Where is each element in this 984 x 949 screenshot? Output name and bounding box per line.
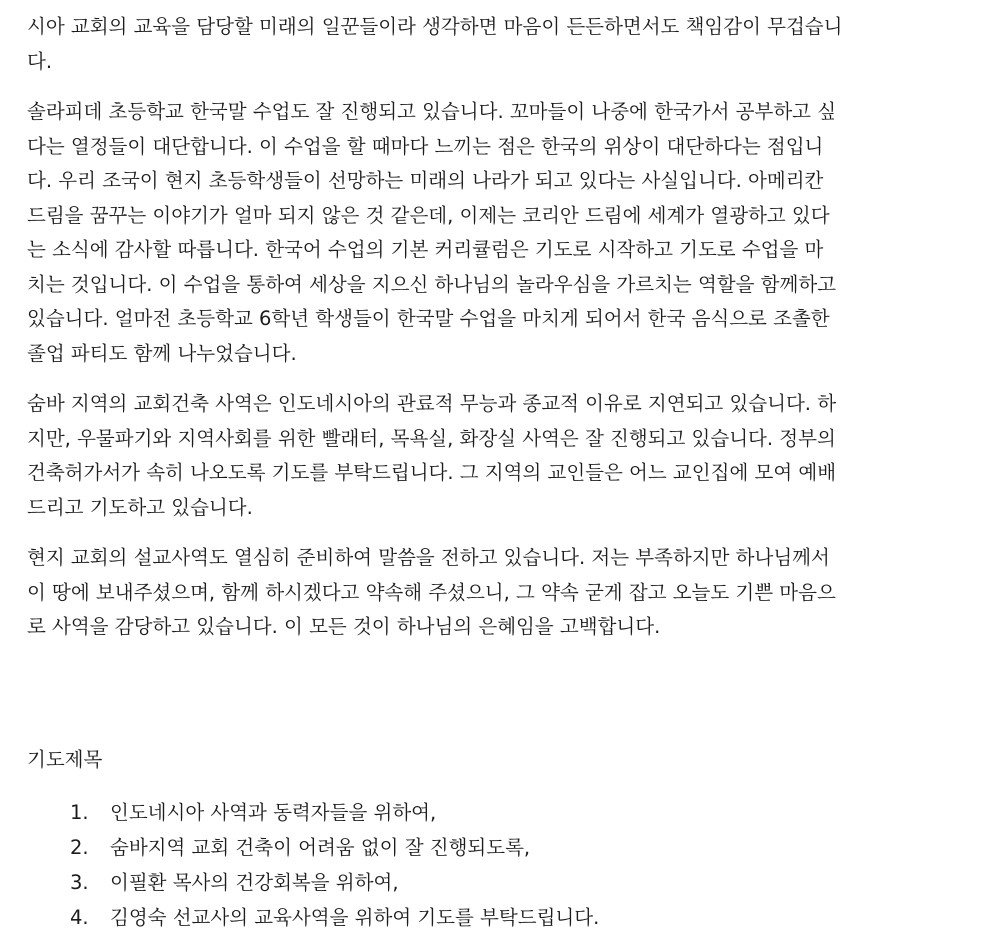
text-line: 이 땅에 보내주셨으며, 함께 하시겠다고 약속해 주셨으니, 그 약속 굳게 잡고 오늘도 기쁜 마음으 [27, 580, 836, 604]
text-line: 드리고 기도하고 있습니다. [27, 495, 253, 519]
prayer-item-text: 이필환 목사의 건강회복을 위하여, [110, 871, 399, 894]
text-line: 드림을 꿈꾸는 이야기가 얼마 되지 않은 것 같은데, 이제는 코리안 드림에 세계가 열광하고 있다 [27, 203, 830, 227]
prayer-item-text: 김영숙 선교사의 교육사역을 위하여 기도를 부탁드립니다. [110, 906, 600, 929]
text-line: 있습니다. 얼마전 초등학교 6학년 학생들이 한국말 수업을 마치게 되어서 한국 음식으로 조촐한 [27, 307, 830, 330]
prayer-item-number: 3. [70, 871, 89, 894]
text-line: 솔라피데 초등학교 한국말 수업도 잘 진행되고 있습니다. 꼬마들이 나중에 한국가서 공부하고 싶 [27, 100, 837, 123]
paragraph-preaching [27, 541, 965, 645]
prayer-requests-list [70, 795, 599, 935]
prayer-item [70, 900, 599, 935]
letter-body [27, 10, 965, 661]
prayer-item [70, 795, 599, 830]
prayer-item [70, 865, 599, 900]
text-line: 다는 열정들이 대단합니다. 이 수업을 할 때마다 느끼는 점은 한국의 위상이 대단하다는 점입니 [27, 134, 824, 158]
paragraph-korean-class [27, 95, 965, 371]
text-line: 치는 것입니다. 이 수업을 통하여 세상을 지으신 하나님의 놀라우심을 가르치는 역할을 함께하고 [27, 272, 837, 296]
paragraph-sumba-church [27, 387, 965, 525]
prayer-requests-heading: 기도제목 [27, 748, 103, 771]
text-line: 로 사역을 감당하고 있습니다. 이 모든 것이 하나님의 은혜임을 고백합니다. [27, 615, 661, 638]
text-line: 시아 교회의 교육을 담당할 미래의 일꾼들이라 생각하면 마음이 든든하면서도 책임감이 무겁습니 [27, 15, 843, 38]
paragraph-education-conclusion [27, 10, 965, 79]
text-line: 다. [27, 49, 53, 73]
prayer-item [70, 830, 599, 865]
prayer-item-number: 4. [70, 906, 89, 929]
text-line: 지만, 우물파기와 지역사회를 위한 빨래터, 목욕실, 화장실 사역은 잘 진행되고 있습니다. 정부의 [27, 426, 836, 450]
text-line: 건축허가서가 속히 나오도록 기도를 부탁드립니다. 그 지역의 교인들은 어느 교인집에 모여 예배 [27, 461, 837, 484]
text-line: 숨바 지역의 교회건축 사역은 인도네시아의 관료적 무능과 종교적 이유로 지연되고 있습니다. 하 [27, 392, 837, 415]
text-line: 졸업 파티도 함께 나누었습니다. [27, 341, 297, 365]
prayer-item-text: 인도네시아 사역과 동력자들을 위하여, [110, 801, 437, 824]
prayer-item-number: 2. [70, 836, 89, 859]
text-line: 현지 교회의 설교사역도 열심히 준비하여 말씀을 전하고 있습니다. 저는 부족하지만 하나님께서 [27, 546, 830, 569]
text-line: 는 소식에 감사할 따릅니다. 한국어 수업의 기본 커리큘럼은 기도로 시작하고 기도로 수업을 마 [27, 238, 824, 261]
prayer-item-text: 숨바지역 교회 건축이 어려움 없이 잘 진행되도록, [110, 836, 531, 859]
prayer-item-number: 1. [70, 801, 89, 824]
text-line: 다. 우리 조국이 현지 초등학생들이 선망하는 미래의 나라가 되고 있다는 사실입니다. 아메리칸 [27, 169, 824, 192]
